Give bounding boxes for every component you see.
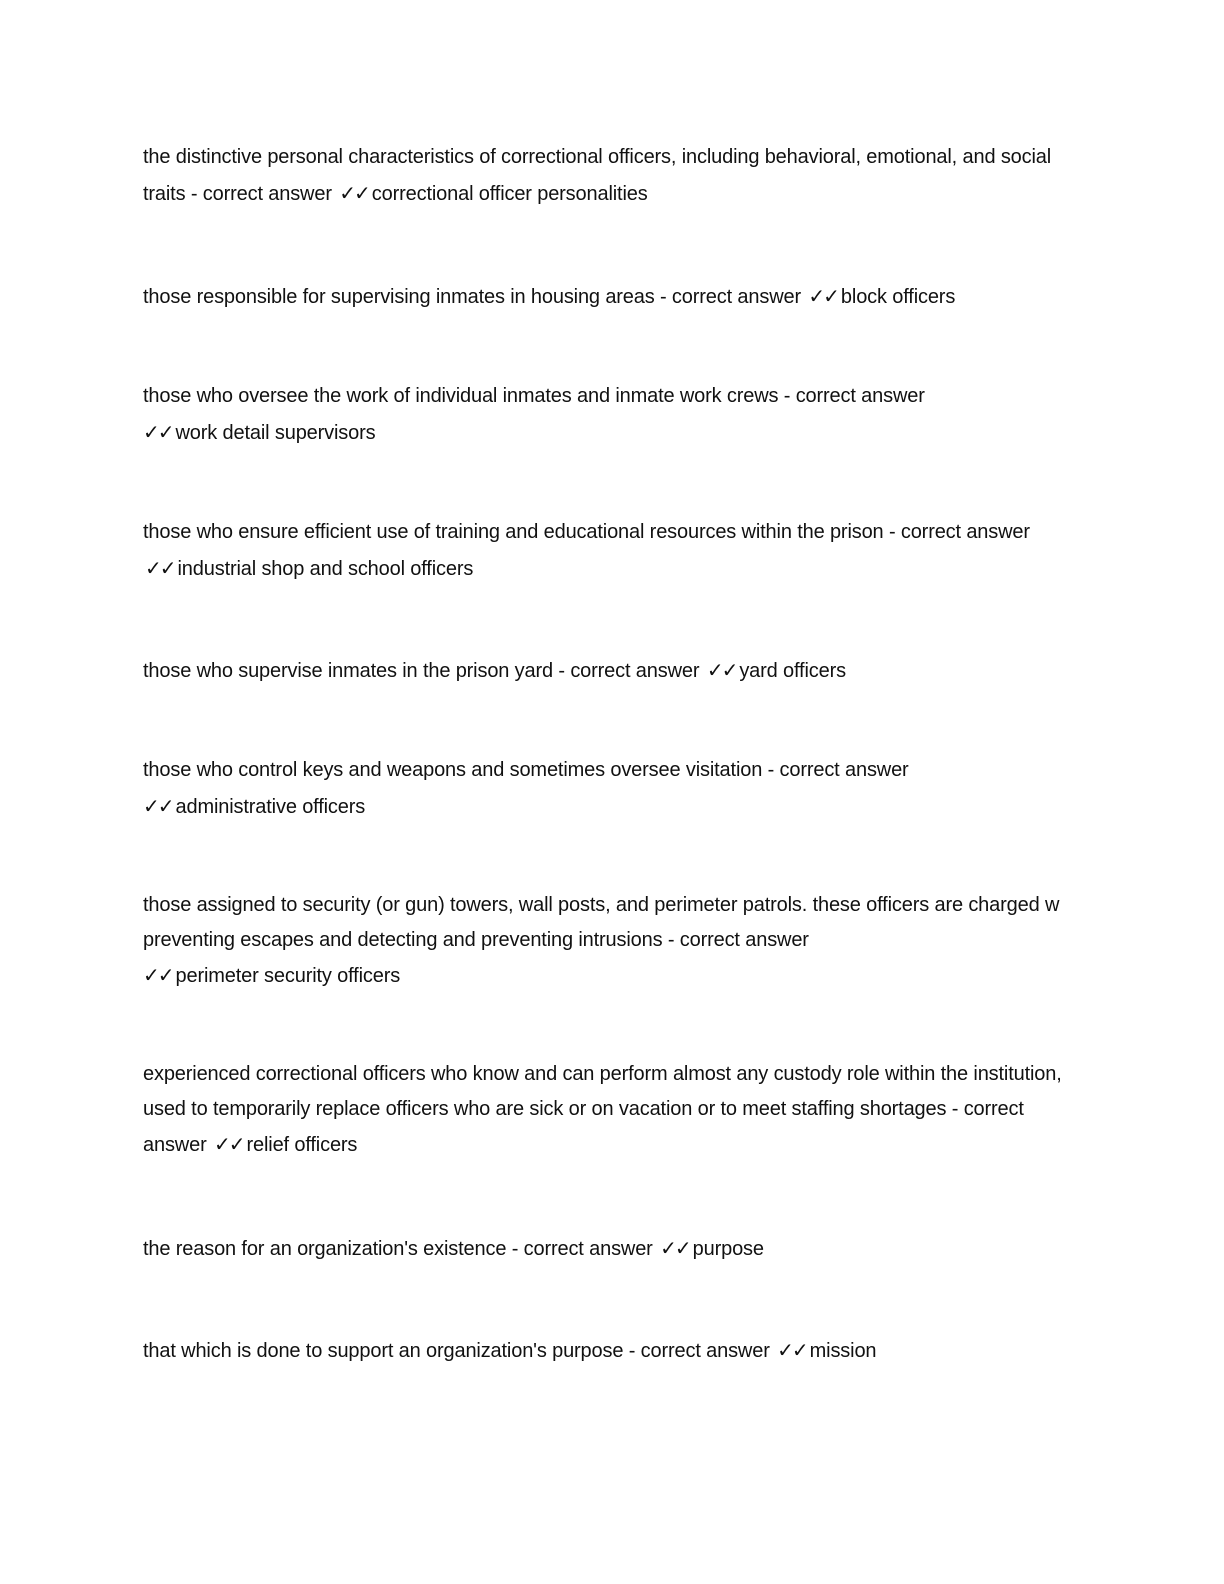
double-check-icon: ✓✓ (145, 556, 175, 580)
flashcard-entry (143, 278, 1078, 315)
flashcard-entry (143, 652, 1078, 689)
question-text: those who control keys and weapons and sometimes oversee visitation (143, 759, 763, 781)
answer-label: correct answer (143, 1098, 1024, 1156)
answer-label: correct answer (679, 929, 809, 951)
answer-text: mission (809, 1340, 877, 1362)
separator: - (946, 1098, 964, 1120)
question-text: those assigned to security (or gun) towers, wall posts, and perimeter patrols. these officers are charged w preventing escapes and detecting and preventing intrusions (143, 894, 1060, 951)
answer-label: correct answer (671, 286, 801, 308)
answer-text: relief officers (246, 1134, 358, 1156)
flashcard-entry (143, 888, 1078, 994)
question-text: those who supervise inmates in the prison yard (143, 660, 553, 682)
question-text: the distinctive personal characteristics of correctional officers, including behavioral, emotional, and social traits (143, 146, 1052, 205)
answer-text: perimeter security officers (175, 965, 401, 987)
answer-label: correct answer (202, 183, 332, 205)
answer-text: purpose (692, 1238, 764, 1260)
question-text: those who oversee the work of individual inmates and inmate work crews (143, 385, 779, 407)
answer-text: industrial shop and school officers (177, 558, 474, 580)
answer-text: yard officers (739, 660, 846, 682)
answer-label: correct answer (640, 1340, 770, 1362)
flashcard-entry (143, 1332, 1078, 1369)
question-text: experienced correctional officers who know and can perform almost any custody role within the institution, used to temporarily replace officers who are sick or on vacation or to meet staffing shortages (143, 1063, 1062, 1120)
separator: - (762, 759, 780, 781)
separator: - (654, 286, 672, 308)
double-check-icon: ✓✓ (808, 284, 838, 308)
answer-label: correct answer (523, 1238, 653, 1260)
double-check-icon: ✓✓ (706, 658, 737, 682)
double-check-icon: ✓✓ (214, 1132, 244, 1156)
answer-text: administrative officers (175, 796, 366, 818)
separator: - (883, 521, 901, 543)
question-text: those responsible for supervising inmates in housing areas (143, 286, 655, 308)
answer-text: work detail supervisors (175, 422, 376, 444)
answer-text: correctional officer personalities (371, 183, 648, 205)
flashcard-entry (143, 752, 1078, 825)
double-check-icon: ✓✓ (143, 420, 173, 444)
answer-label: correct answer (795, 385, 925, 407)
double-check-icon: ✓✓ (143, 794, 173, 818)
flashcard-entry (143, 378, 1078, 451)
double-check-icon: ✓✓ (777, 1338, 807, 1362)
flashcard-entry (143, 139, 1078, 212)
flashcard-entry (143, 1057, 1078, 1163)
flashcard-entry (143, 514, 1078, 587)
separator: - (553, 660, 571, 682)
double-check-icon: ✓✓ (143, 963, 173, 987)
separator: - (185, 183, 203, 205)
answer-label: correct answer (779, 759, 909, 781)
question-text: the reason for an organization's existence (143, 1238, 507, 1260)
separator: - (623, 1340, 641, 1362)
answer-text: block officers (840, 286, 956, 308)
question-text: those who ensure efficient use of training and educational resources within the prison (143, 521, 884, 543)
answer-label: correct answer (570, 660, 700, 682)
double-check-icon: ✓✓ (660, 1236, 690, 1260)
separator: - (778, 385, 796, 407)
flashcard-entry (143, 1230, 1078, 1267)
separator: - (506, 1238, 524, 1260)
answer-label: correct answer (900, 521, 1030, 543)
separator: - (662, 929, 680, 951)
double-check-icon: ✓✓ (339, 181, 369, 205)
question-text: that which is done to support an organization's purpose (143, 1340, 624, 1362)
